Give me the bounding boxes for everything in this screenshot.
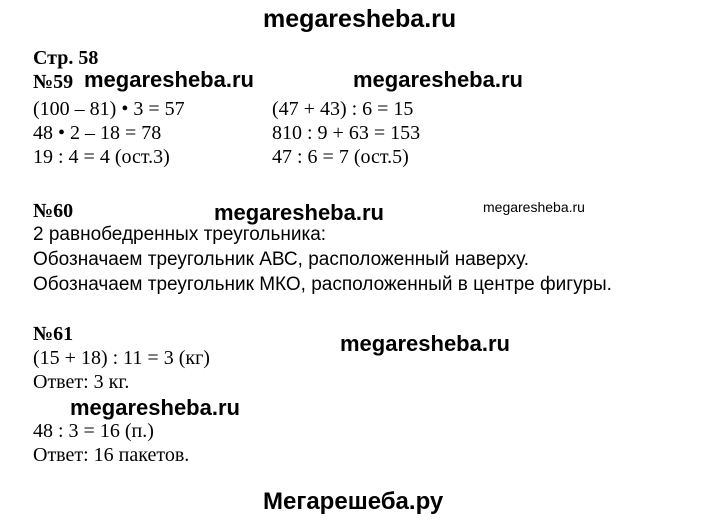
page-label: Стр. 58	[33, 47, 99, 69]
task-59-left-line: (100 – 81) • 3 = 57	[33, 98, 185, 120]
watermark: megaresheba.ru	[84, 67, 254, 92]
watermark-top: megaresheba.ru	[263, 5, 457, 33]
task-60-line: Обозначаем треугольник АВС, расположенный наверху.	[33, 249, 529, 270]
task-61-line: (15 + 18) : 11 = 3 (кг)	[33, 347, 210, 369]
task-59-number: №59	[33, 71, 74, 93]
task-59-right-line: (47 + 43) : 6 = 15	[272, 98, 414, 120]
watermark: megaresheba.ru	[353, 67, 523, 92]
watermark: megaresheba.ru	[214, 200, 384, 225]
task-61-number: №61	[33, 323, 74, 345]
watermark: megaresheba.ru	[483, 199, 585, 215]
task-59-left-line: 19 : 4 = 4 (ост.3)	[33, 146, 170, 168]
task-61-line: Ответ: 16 пакетов.	[33, 444, 190, 466]
task-59-right-line: 47 : 6 = 7 (ост.5)	[272, 146, 409, 168]
task-60-number: №60	[33, 200, 74, 222]
watermark: megaresheba.ru	[340, 331, 510, 356]
task-59-left-line: 48 • 2 – 18 = 78	[33, 122, 162, 144]
watermark-bottom: Мегарешеба.ру	[263, 488, 444, 515]
watermark: megaresheba.ru	[70, 395, 240, 420]
task-60-line: Обозначаем треугольник МКО, расположенный в центре фигуры.	[33, 274, 612, 295]
task-60-line: 2 равнобедренных треугольника:	[33, 224, 327, 245]
task-59-right-line: 810 : 9 + 63 = 153	[272, 122, 421, 144]
task-61-line: 48 : 3 = 16 (п.)	[33, 420, 154, 442]
task-61-line: Ответ: 3 кг.	[33, 371, 130, 393]
